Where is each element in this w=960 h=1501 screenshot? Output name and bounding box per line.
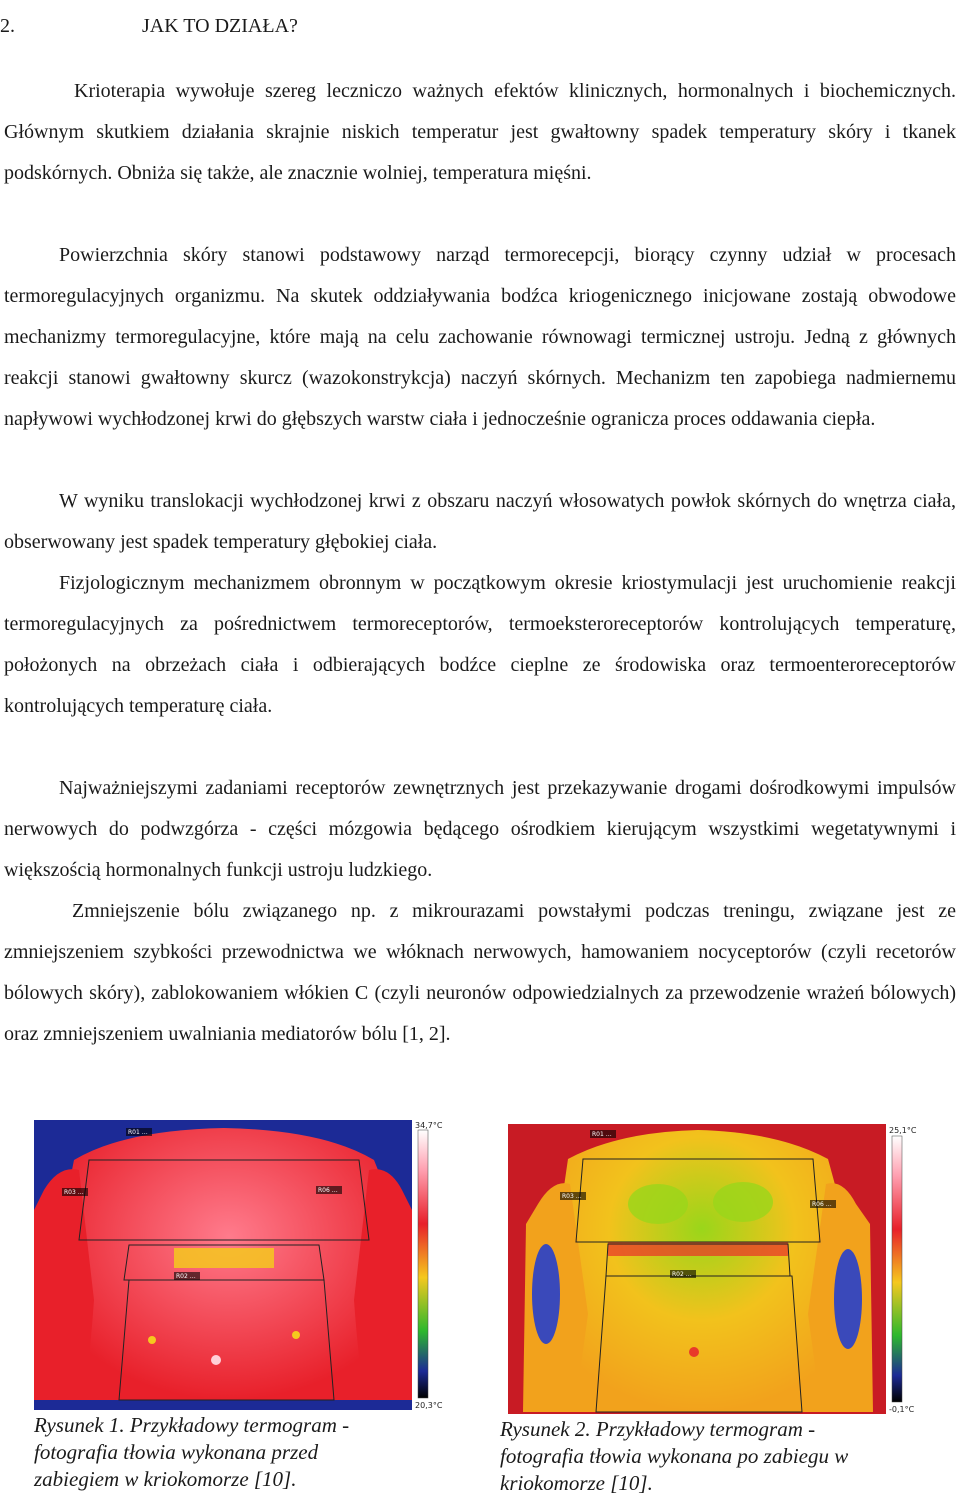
svg-text:R02 …: R02 … — [672, 1271, 692, 1278]
thermogram-before — [34, 1120, 444, 1410]
svg-text:R01 …: R01 … — [592, 1131, 612, 1138]
svg-text:R06 …: R06 … — [318, 1187, 338, 1194]
section-heading — [0, 14, 298, 38]
paragraph-3: W wyniku translokacji wychłodzonej krwi z obszaru naczyń włosowatych powłok skórnych do wnętrza ciała, obserwowany jest spadek temperatury głębokiej ciała. — [4, 490, 956, 553]
paragraph-6: Zmniejszenie bólu związanego np. z mikrourazami powstałymi podczas treningu, związane jest ze zmniejszeniem szybkości przewodnictwa we włóknach nerwowych, hamowaniem nocyceptorów (czyli recetorów bólowych skóry), zablokowaniem włókien C (czyli neuronów odpowiedzialnych za przewodzenie wrażeń bólowych) oraz zmniejszeniem uwalniania mediatorów bólu [1, 2]. — [4, 900, 956, 1045]
thermogram-after-image — [508, 1124, 918, 1414]
section-number: 2. — [0, 14, 15, 37]
svg-text:R06 …: R06 … — [812, 1201, 832, 1208]
caption-line: zabiegiem w kriokomorze [10]. — [34, 1467, 297, 1491]
svg-text:R01 …: R01 … — [128, 1129, 148, 1136]
paragraph-2: Powierzchnia skóry stanowi podstawowy narząd termorecepcji, biorący czynny udział w procesach termoregulacyjnych organizmu. Na skutek oddziaływania bodźca kriogenicznego inicjowane zostają obwodowe mechanizmy termoregulacyjne, które mają na celu zachowanie równowagi termicznej ustroju. Jedną z głównych reakcji stanowi gwałtowny skurcz (wazokonstrykcja) naczyń skórnych. Mechanizm ten zapobiega nadmiernemu napływowi wychłodzonej krwi do głębszych warstw ciała i jednocześnie ogranicza proces oddawania ciepła. — [4, 244, 956, 430]
figure-1-caption — [34, 1412, 434, 1493]
caption-line: Rysunek 2. Przykładowy termogram - — [500, 1417, 816, 1441]
thermogram-after — [508, 1124, 918, 1414]
paragraph-5: Najważniejszymi zadaniami receptorów zewnętrznych jest przekazywanie drogami dośrodkowymi impulsów nerwowych do podwzgórza - części mózgowia będącego ośrodkiem kierującym wszystkimi wegetatywnymi i większością hormonalnych funkcji ustroju ludzkiego. — [4, 777, 956, 881]
caption-line: fotografia tłowia wykonana przed — [34, 1440, 319, 1464]
paragraph-4: Fizjologicznym mechanizmem obronnym w początkowym okresie kriostymulacji jest uruchomienie reakcji termoregulacyjnych za pośrednictwem termoreceptorów, termoeksteroreceptorów kontrolujących temperaturę, położonych na obrzeżach ciała i odbierających bodźce cieplne ze środowiska oraz termoenteroreceptorów kontrolujących temperaturę ciała. — [4, 572, 956, 717]
thermogram-before-image — [34, 1120, 444, 1410]
svg-text:R02 …: R02 … — [176, 1273, 196, 1280]
caption-line: kriokomorze [10]. — [500, 1471, 653, 1495]
caption-line: Rysunek 1. Przykładowy termogram - — [34, 1413, 350, 1437]
scale-max-label: 34,7°C — [415, 1121, 443, 1130]
figure-2-caption — [500, 1416, 920, 1497]
scale-max-label: 25,1°C — [889, 1126, 917, 1135]
caption-line: fotografia tłowia wykonana po zabiegu w — [500, 1444, 849, 1468]
scale-min-label: -0,1°C — [889, 1405, 915, 1414]
svg-text:R03 …: R03 … — [562, 1193, 582, 1200]
scale-min-label: 20,3°C — [415, 1401, 443, 1410]
svg-text:R03 …: R03 … — [64, 1189, 84, 1196]
section-title: JAK TO DZIAŁA? — [142, 14, 298, 37]
paragraph-1: Krioterapia wywołuje szereg leczniczo ważnych efektów klinicznych, hormonalnych i biochemicznych. Głównym skutkiem działania skrajnie niskich temperatur jest gwałtowny spadek temperatury skóry i tkanek podskórnych. Obniża się także, ale znacznie wolniej, temperatura mięśni. — [4, 80, 956, 184]
